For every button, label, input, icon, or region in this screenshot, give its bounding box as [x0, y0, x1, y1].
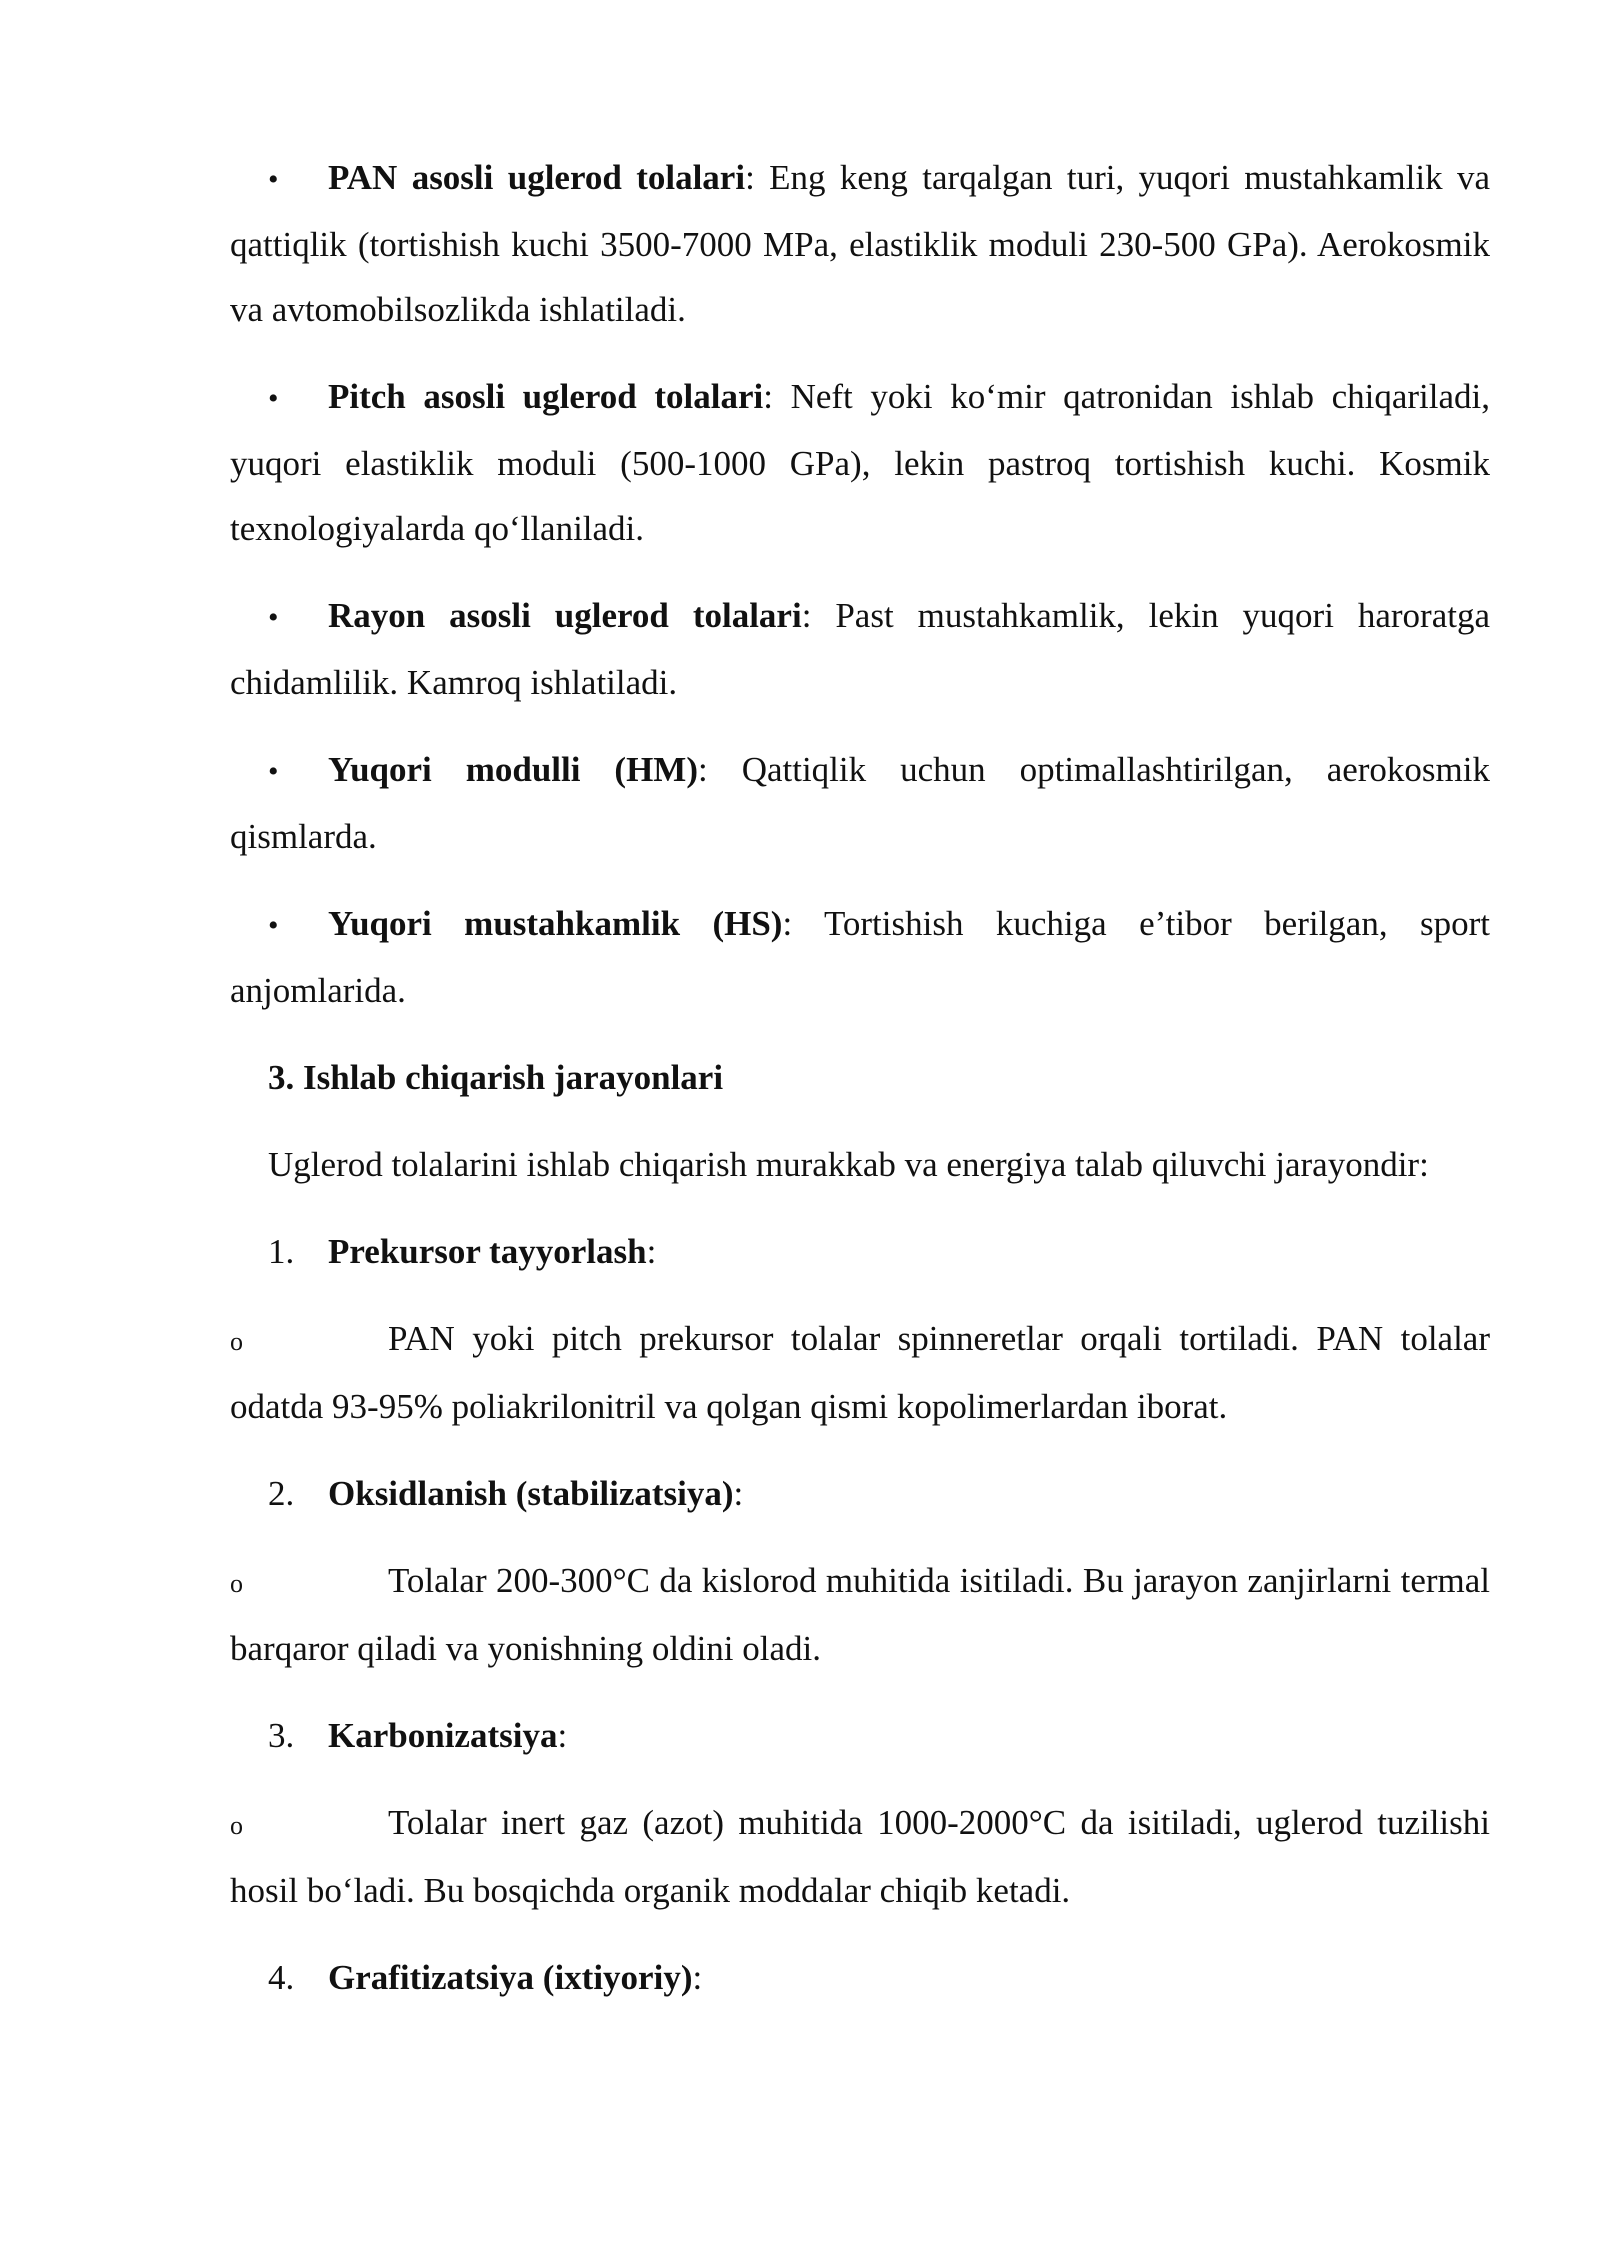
bullet-text: : Past mustahkamlik, lekin yuqori haroratga chidamlilik. Kamroq ishlatiladi. — [230, 596, 1490, 702]
bullet-text: : Qattiqlik uchun optimallashtirilgan, aerokosmik qismlarda. — [230, 750, 1490, 856]
step-heading — [230, 1945, 1490, 2010]
bullet-marker: • — [268, 382, 279, 415]
step-heading — [230, 1461, 1490, 1526]
step-colon: : — [646, 1232, 657, 1271]
step-detail-text: Tolalar inert gaz (azot) muhitida 1000-2000°C da isitiladi, uglerod tuzilishi hosil bo‘ladi. Bu bosqichda organik moddalar chiqib ketadi. — [230, 1803, 1490, 1910]
bullet-text: : Eng keng tarqalgan turi, yuqori mustahkamlik va qattiqlik (tortishish kuchi 3500-7000 MPa, elastiklik moduli 230-500 GPa). Aerokosmik va avtomobilsozlikda ishlatiladi. — [230, 158, 1490, 329]
bullet-marker: • — [268, 755, 279, 788]
step-number: 4. — [268, 1958, 295, 1997]
step-heading — [230, 1219, 1490, 1284]
step-colon: : — [557, 1716, 568, 1755]
bullet-item — [230, 891, 1490, 1023]
bullet-item — [230, 583, 1490, 715]
step-colon: : — [733, 1474, 744, 1513]
bullet-title: Yuqori mustahkamlik (HS) — [328, 904, 783, 943]
step-title: Grafitizatsiya (ixtiyoriy) — [328, 1958, 693, 1997]
step-number: 2. — [268, 1474, 295, 1513]
bullet-item — [230, 145, 1490, 342]
step-title: Karbonizatsiya — [328, 1716, 558, 1755]
bullet-marker: • — [268, 909, 279, 942]
sub-bullet-marker: o — [230, 1569, 243, 1598]
bullet-title: Rayon asosli uglerod tolalari — [328, 596, 802, 635]
step-detail-text: Tolalar 200-300°C da kislorod muhitida isitiladi. Bu jarayon zanjirlarni termal barqaror qiladi va yonishning oldini oladi. — [230, 1561, 1490, 1668]
bullet-marker: • — [268, 163, 279, 196]
bullet-text: : Neft yoki ko‘mir qatronidan ishlab chiqariladi, yuqori elastiklik moduli (500-1000 GPa), lekin pastroq tortishish kuchi. Kosmik texnologiyalarda qo‘llaniladi. — [230, 377, 1490, 548]
step-number: 3. — [268, 1716, 295, 1755]
bullet-text: : Tortishish kuchiga e’tibor berilgan, sport anjomlarida. — [230, 904, 1490, 1010]
sub-bullet-marker: o — [230, 1811, 243, 1840]
step-title: Oksidlanish (stabilizatsiya) — [328, 1474, 734, 1513]
bullet-title: Pitch asosli uglerod tolalari — [328, 377, 764, 416]
document-body — [230, 145, 1490, 2032]
step-number: 1. — [268, 1232, 295, 1271]
bullet-item — [230, 737, 1490, 869]
step-detail — [230, 1790, 1490, 1923]
step-detail — [230, 1306, 1490, 1439]
step-title: Prekursor tayyorlash — [328, 1232, 647, 1271]
section-intro: Uglerod tolalarini ishlab chiqarish murakkab va energiya talab qiluvchi jarayondir: — [268, 1145, 1429, 1184]
sub-bullet-marker: o — [230, 1327, 243, 1356]
step-colon: : — [692, 1958, 703, 1997]
step-heading — [230, 1703, 1490, 1768]
bullet-title: PAN asosli uglerod tolalari — [328, 158, 746, 197]
step-detail-text: PAN yoki pitch prekursor tolalar spinneretlar orqali tortiladi. PAN tolalar odatda 93-95% poliakrilonitril va qolgan qismi kopolimerlardan iborat. — [230, 1319, 1490, 1426]
section-heading: 3. Ishlab chiqarish jarayonlari — [268, 1058, 724, 1097]
step-detail — [230, 1548, 1490, 1681]
bullet-marker: • — [268, 601, 279, 634]
bullet-item — [230, 364, 1490, 561]
bullet-title: Yuqori modulli (HM) — [328, 750, 699, 789]
